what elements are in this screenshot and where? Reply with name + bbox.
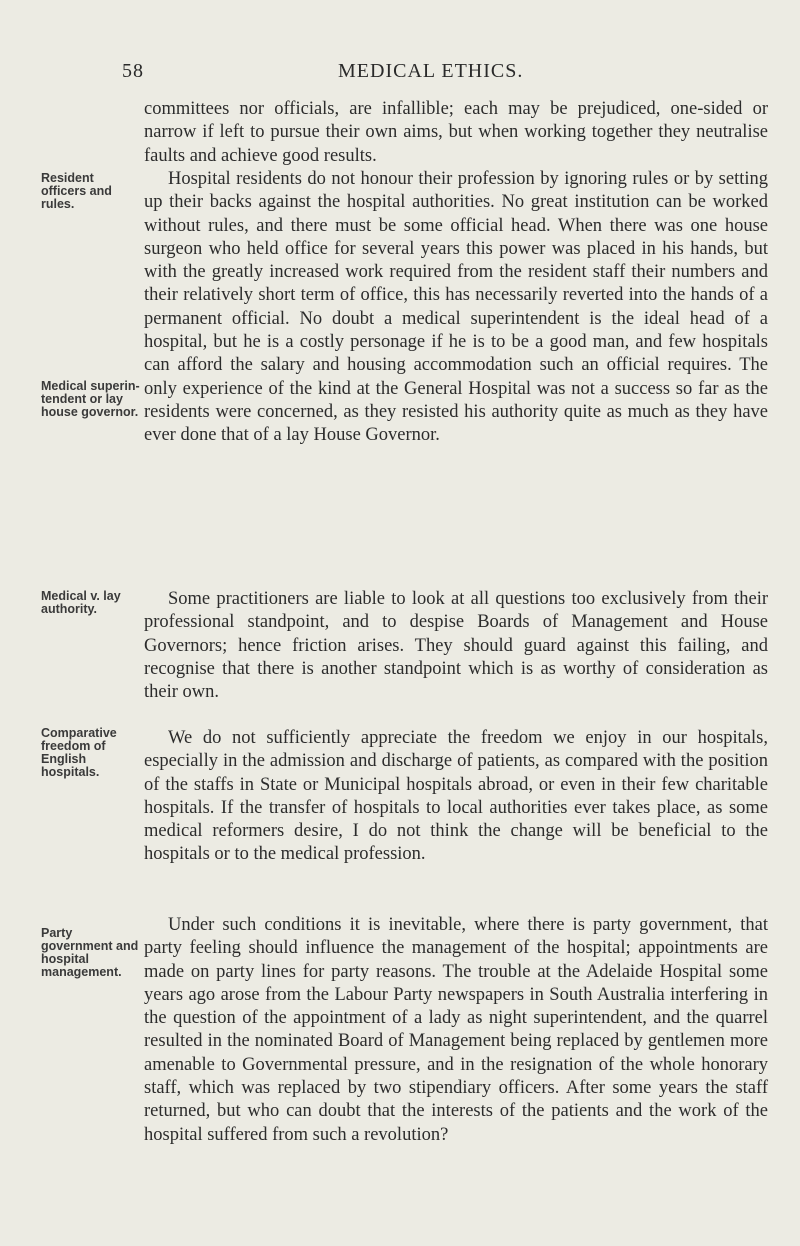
sidenote-comparative-freedom: Comparative freedom of English hospitals. (41, 726, 117, 779)
paragraph-1: committees nor officials, are infallible; each may be prejudiced, one-sided or narrow if left to pursue their own aims, but when working together they neutralise faults and achieve good results. (144, 99, 768, 166)
running-head: MEDICAL ETHICS. (338, 60, 524, 82)
page-number: 58 (122, 60, 144, 82)
sidenote-party-government: Party government and hospital management. (41, 926, 139, 979)
paragraph-2: Hospital residents do not honour their profession by ignoring rules or by setting up their backs against the hospital authorities. No great institution can be worked without rules, and there must be some official head. When there was one house surgeon who held office for several years this power was placed in his hands, but with the greatly increased work required from the resident staff their numbers and their relatively short term of office, this has necessarily reverted into the hands of a permanent official. No doubt a medical superintendent is the ideal head of a hospital, but he is a costly personage if he is to be a good man, and few hospitals can afford the salary and housing accommodation such an official requires. The only experience of the kind at the General Hospital was not a success so far as the residents were concerned, as they resisted his authority quite as much as they have ever done that of a lay House Governor. (144, 169, 768, 446)
paragraph-3: Some practitioners are liable to look at all questions too exclusively from their professional standpoint, and to despise Boards of Management and House Governors; hence friction arises. They should guard against this failing, and recognise that there is another standpoint which is as worthy of consideration as their own. (144, 589, 768, 703)
paragraph-5: Under such conditions it is inevitable, where there is party government, that party feeling should influence the management of the hospital; appointments are made on party lines for party reasons. The trouble at the Adelaide Hospital some years ago arose from the Labour Party newspapers in South Australia interfering in the question of the appointment of a lady as night superintendent, and the quarrel resulted in the nominated Board of Management being replaced by gentlemen more amenable to Governmental pressure, and in the resignation of the whole honorary staff, which was replaced by two stipendiary officers. After some years the staff returned, but who can doubt that the interests of the patients and the work of the hospital suffered from such a revolution? (144, 915, 768, 1145)
sidenote-resident-officers: Resident officers and rules. (41, 171, 112, 211)
paragraph-4: We do not sufficiently appreciate the freedom we enjoy in our hospitals, especially in the admission and discharge of patients, as compared with the position of the staffs in State or Municipal hospitals abroad, or even in their few charitable hospitals. If the transfer of hospitals to local authorities ever takes place, as some medical reformers desire, I do not think the change will be beneficial to the hospitals or to the medical profession. (144, 728, 768, 865)
sidenote-medical-vs-lay: Medical v. lay authority. (41, 589, 121, 616)
sidenote-medical-superintendent: Medical superin-tendent or lay house governor. (41, 379, 140, 419)
